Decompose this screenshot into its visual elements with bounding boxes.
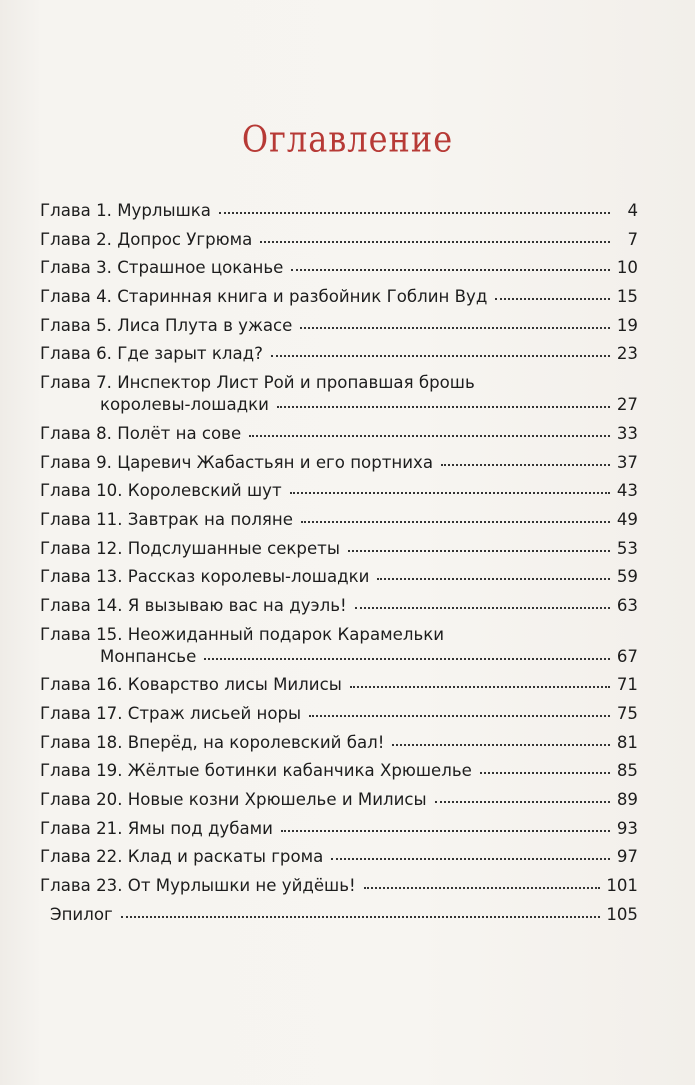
toc-page-number: 67 (616, 646, 638, 666)
toc-entry-title-continued: королевы-лошадки (100, 395, 269, 415)
toc-entry-title: Глава 2. Допрос Угрюма (40, 229, 253, 249)
toc-entry (40, 286, 638, 308)
toc-entry-title: Глава 11. Завтрак на поляне (40, 509, 293, 529)
toc-entry-title: Глава 9. Царевич Жабастьян и его портниха (40, 452, 434, 472)
toc-page-number: 23 (616, 344, 638, 364)
toc-entry-title: Эпилог (50, 904, 113, 924)
dot-leader (249, 422, 610, 437)
dot-leader (309, 702, 610, 717)
toc-entry-title: Глава 19. Жёлтые ботинки кабанчика Хрюшелье (40, 761, 472, 781)
toc-entry (40, 732, 638, 754)
toc-page-number: 7 (627, 229, 638, 249)
toc-entry-title: Глава 6. Где зарыт клад? (40, 344, 263, 364)
dot-leader (291, 256, 610, 271)
toc-page-number: 43 (616, 481, 638, 501)
table-of-contents (40, 200, 638, 933)
toc-entry (40, 200, 638, 222)
toc-page-number: 33 (616, 423, 638, 443)
dot-leader (219, 199, 610, 214)
toc-entry (40, 566, 638, 588)
toc-entry-title: Глава 23. От Мурлышки не уйдёшь! (40, 876, 356, 896)
dot-leader (355, 594, 610, 609)
toc-page-number: 27 (616, 395, 638, 415)
toc-entry (40, 674, 638, 696)
toc-page-number: 49 (616, 509, 638, 529)
toc-entry (40, 760, 638, 782)
page-title: Оглавление (241, 117, 454, 161)
toc-page-number: 19 (616, 315, 638, 335)
toc-entry-title: Глава 14. Я вызываю вас на дуэль! (40, 595, 347, 615)
toc-page-number: 10 (616, 258, 638, 278)
toc-entry-title: Глава 5. Лиса Плута в ужасе (40, 315, 293, 335)
dot-leader (348, 537, 610, 552)
toc-entry-title: Глава 18. Вперёд, на королевский бал! (40, 732, 385, 752)
toc-entry-title: Глава 17. Страж лисьей норы (40, 704, 302, 723)
dot-leader (364, 874, 601, 889)
toc-page-number: 4 (627, 201, 638, 220)
toc-entry-title: Глава 20. Новые козни Хрюшелье и Милисы (40, 790, 427, 810)
toc-entry (40, 372, 638, 416)
dot-leader (301, 508, 610, 523)
toc-page-number: 59 (616, 567, 638, 587)
dot-leader (271, 342, 610, 357)
toc-entry-title: Глава 12. Подслушанные секреты (40, 538, 340, 558)
toc-entry (40, 315, 638, 337)
toc-entry (40, 595, 638, 617)
toc-page-number: 85 (616, 761, 638, 781)
toc-entry-title: Глава 16. Коварство лисы Милисы (40, 675, 342, 695)
toc-entry (40, 875, 638, 897)
toc-page-number: 37 (616, 452, 638, 472)
toc-entry (40, 624, 638, 668)
toc-entry-title: Глава 13. Рассказ королевы-лошадки (40, 567, 370, 587)
dot-leader (377, 565, 610, 580)
toc-page-number: 15 (616, 287, 638, 307)
toc-entry (40, 789, 638, 811)
toc-page-number: 101 (606, 876, 638, 896)
toc-page-number: 81 (616, 732, 638, 752)
toc-entry-title: Глава 10. Королевский шут (40, 481, 282, 501)
dot-leader (121, 903, 601, 918)
toc-entry (40, 343, 638, 365)
dot-leader (392, 731, 610, 746)
toc-entry (40, 703, 638, 725)
dot-leader (277, 393, 610, 408)
dot-leader (204, 645, 610, 660)
dot-leader (290, 479, 610, 494)
toc-entry (40, 846, 638, 868)
toc-page-number: 93 (616, 818, 638, 838)
dot-leader (480, 759, 610, 774)
toc-entry-title: Глава 15. Неожиданный подарок Карамельки (40, 624, 445, 644)
toc-page-number: 63 (616, 595, 638, 615)
toc-page-number: 89 (616, 790, 638, 810)
toc-entry-title: Глава 3. Страшное цоканье (40, 258, 284, 278)
toc-entry (40, 480, 638, 502)
toc-entry (40, 904, 638, 926)
toc-entry-title-continued: Монпансье (100, 646, 197, 666)
dot-leader (495, 285, 610, 300)
toc-entry-title: Глава 8. Полёт на сове (40, 423, 242, 443)
dot-leader (260, 228, 610, 243)
toc-entry-title: Глава 7. Инспектор Лист Рой и пропавшая брошь (40, 373, 475, 393)
toc-entry (40, 452, 638, 474)
dot-leader (350, 673, 610, 688)
toc-entry (40, 257, 638, 279)
toc-entry-title: Глава 1. Мурлышка (40, 201, 211, 220)
dot-leader (281, 817, 610, 832)
toc-page-number: 75 (616, 704, 638, 723)
toc-entry-title: Глава 22. Клад и раскаты грома (40, 847, 324, 867)
dot-leader (441, 451, 610, 466)
toc-page-number: 71 (616, 675, 638, 695)
toc-entry-title: Глава 21. Ямы под дубами (40, 818, 273, 838)
dot-leader (300, 314, 610, 329)
toc-entry (40, 229, 638, 251)
toc-page-number: 97 (616, 847, 638, 867)
toc-entry (40, 509, 638, 531)
dot-leader (435, 788, 610, 803)
toc-entry (40, 818, 638, 840)
toc-entry (40, 538, 638, 560)
toc-page-number: 53 (616, 538, 638, 558)
toc-entry (40, 423, 638, 445)
toc-entry-title: Глава 4. Старинная книга и разбойник Гоблин Вуд (40, 287, 488, 307)
dot-leader (331, 845, 610, 860)
toc-page-number: 105 (606, 904, 638, 924)
